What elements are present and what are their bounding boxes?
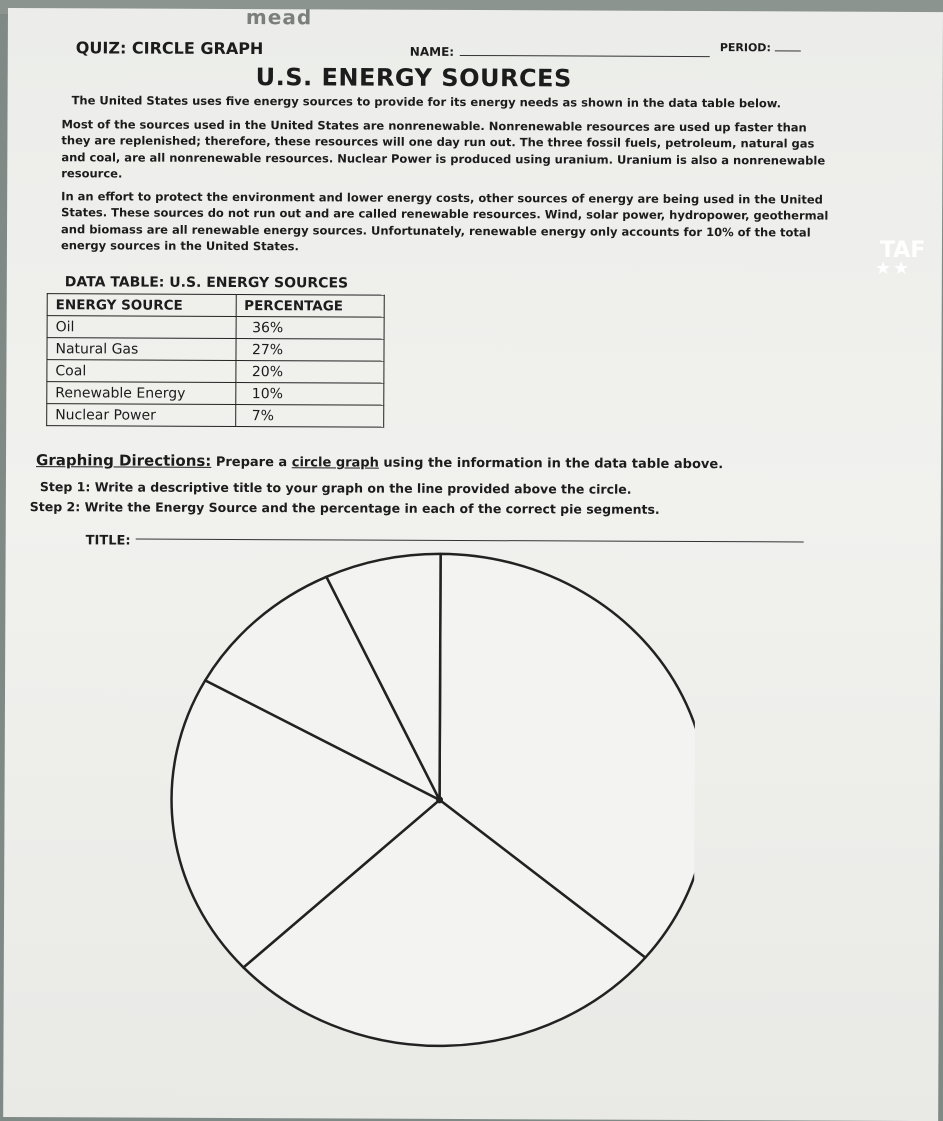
directions-heading: Graphing Directions: [35,451,212,470]
table-row [47,404,384,427]
title-label: TITLE: [85,533,131,549]
graphing-directions [36,451,723,472]
energy-source-cell: Natural Gas [47,338,236,361]
table-row [47,360,384,383]
title-blank-line[interactable] [136,539,804,543]
table-title: DATA TABLE: U.S. ENERGY SOURCES [64,274,349,292]
intro-paragraph: The United States uses five energy sources to provide for its energy needs as shown in the data table below. [71,93,782,111]
name-label: NAME: [409,44,455,59]
step-2: Step 2: Write the Energy Source and the percentage in each of the correct pie segments. [29,499,660,517]
pie-chart [153,549,695,1061]
background-poster-text: TAF [880,238,926,263]
table-row [47,316,384,339]
column-header: ENERGY SOURCE [47,294,236,317]
period-field[interactable] [720,40,801,54]
period-blank-line[interactable] [775,40,801,51]
directions-text: Prepare a [211,454,292,471]
page-title: U.S. ENERGY SOURCES [255,63,572,93]
percentage-cell: 10% [235,382,384,405]
pie-center-dot [436,796,443,803]
name-field[interactable] [410,43,710,60]
background-stars: ★★ [875,258,912,279]
energy-source-cell: Coal [47,360,236,383]
table-row [47,382,384,405]
renewable-paragraph: In an effort to protect the environment and lower energy costs, other sources of energy are being used in the United States. These sources do not run out and are called renewable resources. Wind, solar power, hydropower, geothermal and biomass are all renewable energy sources. Unfortunately, renewable energy only accounts for 10% of the total energy sources in the United States. [60,189,829,254]
step-1: Step 1: Write a descriptive title to your graph on the line provided above the circle. [39,479,632,497]
table-header-row [47,294,384,317]
quiz-title: QUIZ: CIRCLE GRAPH [75,38,264,59]
worksheet [3,5,943,1121]
percentage-cell: 27% [235,338,384,361]
energy-data-table [46,293,385,427]
percentage-cell: 20% [235,360,384,383]
table-row [47,338,384,361]
circle-graph-term: circle graph [291,455,379,471]
percentage-cell: 36% [236,316,385,339]
name-blank-line[interactable] [460,43,710,57]
column-header: PERCENTAGE [236,294,385,317]
directions-text: using the information in the data table above. [378,455,724,473]
watermark-logo: mead [245,5,313,30]
nonrenewable-paragraph: Most of the sources used in the United States are nonrenewable. Nonrenewable resources are used up faster than they are replenished; therefore, these resources will one day run out. The three fossil fuels, petroleum, natural gas and coal, are all nonrenewable resources. Nuclear Power is produced using uranium. Uranium is also a nonrenewable resource. [61,117,826,181]
energy-source-cell: Oil [47,316,236,339]
percentage-cell: 7% [235,404,384,427]
energy-source-cell: Nuclear Power [47,404,236,427]
energy-source-cell: Renewable Energy [47,382,236,405]
period-label: PERIOD: [719,41,771,55]
